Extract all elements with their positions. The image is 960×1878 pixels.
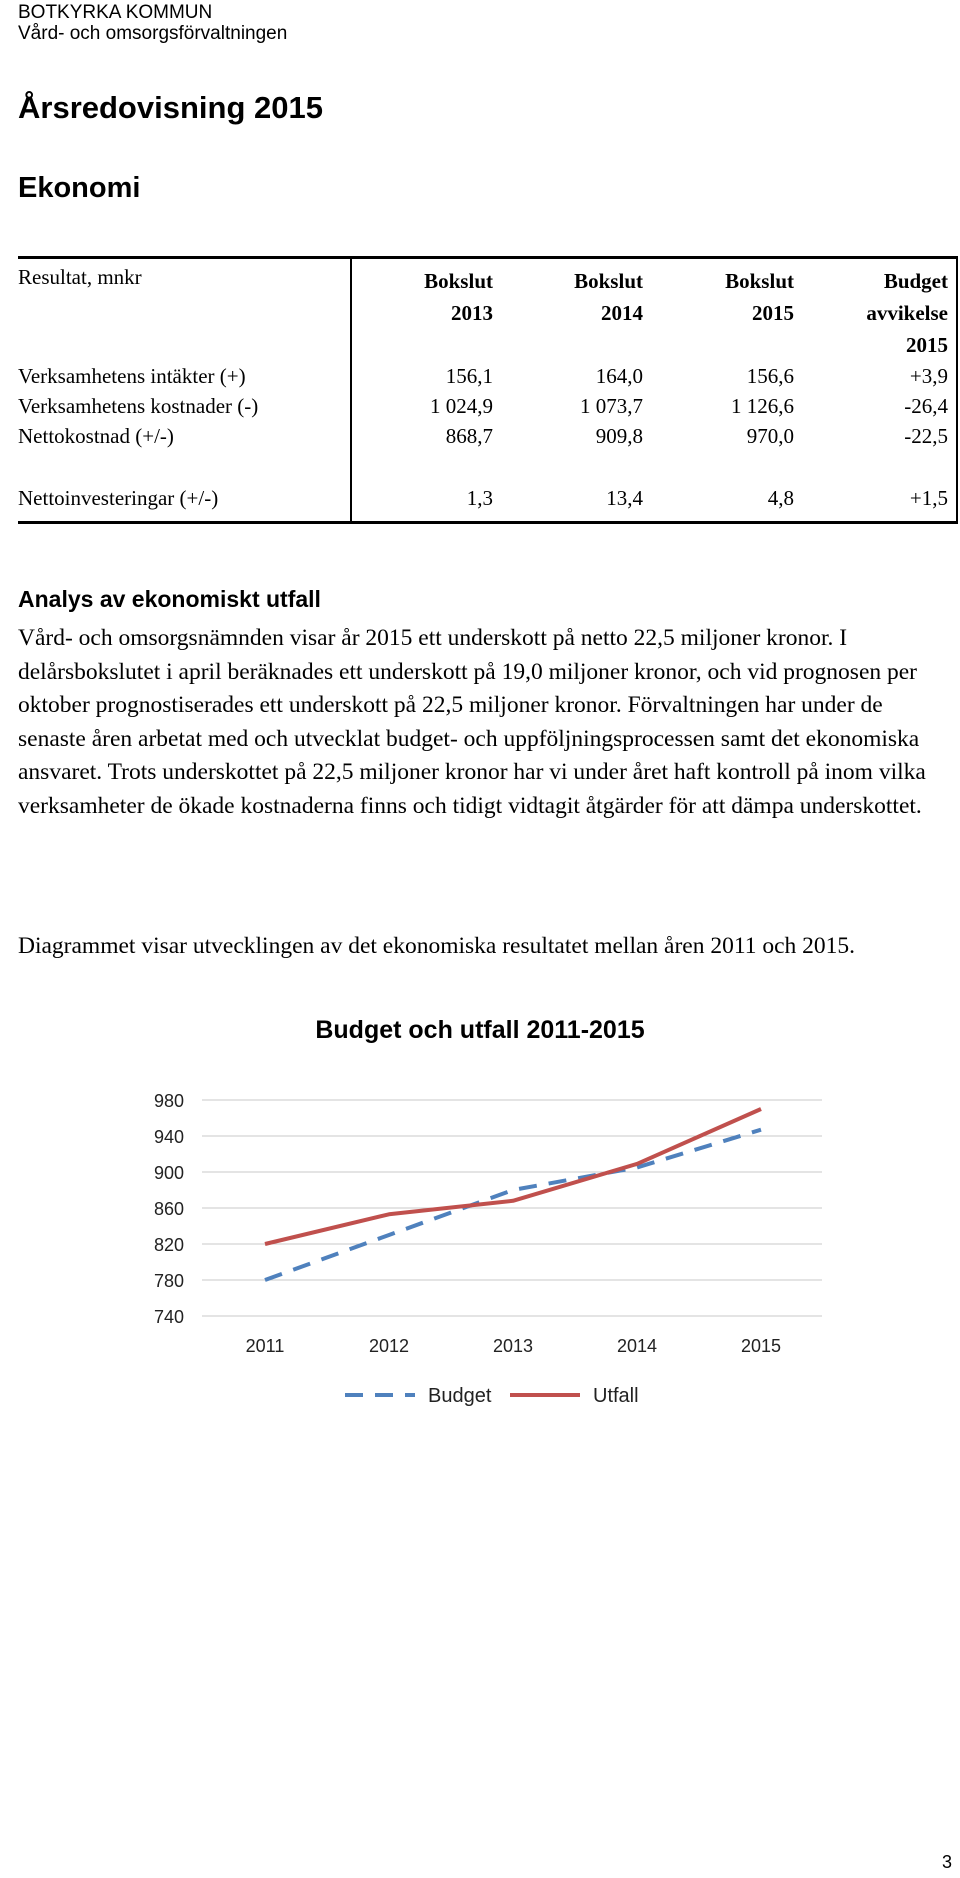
chart-title: Budget och utfall 2011-2015	[315, 1016, 645, 1044]
result-table	[18, 256, 958, 524]
table-cell: 4,8	[767, 486, 794, 510]
table-cell: 164,0	[595, 364, 643, 388]
y-tick-label: 900	[153, 1163, 184, 1183]
table-divider	[350, 259, 352, 521]
table-cell: +1,5	[909, 486, 948, 510]
table-cell: 1 126,6	[731, 394, 794, 418]
y-tick-label: 820	[153, 1235, 184, 1255]
x-tick-label: 2011	[245, 1336, 285, 1356]
y-tick-label: 740	[153, 1307, 184, 1327]
table-cell: 970,0	[746, 424, 794, 448]
table-row-label: Nettoinvesteringar (+/-)	[18, 486, 219, 510]
legend-label: Budget	[428, 1385, 492, 1407]
y-tick-label: 940	[153, 1127, 184, 1147]
column-header: Bokslut 2015	[725, 269, 794, 325]
column-header: Bokslut 2013	[424, 269, 493, 325]
table-cell: 156,1	[445, 364, 493, 388]
table-cell: -22,5	[904, 424, 948, 448]
x-tick-label: 2014	[616, 1336, 658, 1356]
series-line-budget	[265, 1130, 761, 1280]
y-tick-label: 980	[153, 1091, 184, 1111]
table-cell: +3,9	[909, 364, 948, 388]
department-name: Vård- och omsorgsförvaltningen	[18, 23, 288, 44]
analysis-paragraph: Vård- och omsorgsnämnden visar år 2015 ett underskott på netto 22,5 miljoner kronor. I delårsbokslutet i april beräknades ett underskott på 19,0 miljoner kronor, och vid prognosen per oktober prognostiserades ett underskott på 22,5 miljoner kronor. Förvaltningen har under de senaste åren arbetat med och utvecklat budget- och uppföljningsprocessen samt det ekonomiska ansvaret. Trots underskottet på 22,5 miljoner kronor har vi under året haft kontroll på inom vilka verksamheter de ökade kostnaderna finns och tidigt vidtagit åtgärder för att dämpa underskottet.	[18, 625, 926, 819]
table-cell: -26,4	[904, 394, 948, 418]
org-name: BOTKYRKA KOMMUN	[18, 2, 213, 23]
page-title: Årsredovisning 2015	[18, 90, 323, 125]
column-header: Budget avvikelse 2015	[866, 269, 948, 357]
table-cell: 868,7	[445, 424, 493, 448]
table-cell: 1 024,9	[430, 394, 493, 418]
section-title: Ekonomi	[18, 172, 141, 204]
y-tick-label: 860	[153, 1199, 184, 1219]
line-chart	[0, 1070, 960, 1500]
document-header	[18, 2, 287, 44]
x-tick-label: 2013	[492, 1336, 534, 1356]
y-tick-label: 780	[153, 1271, 184, 1291]
table-row-label: Nettokostnad (+/-)	[18, 424, 174, 448]
column-header: Bokslut 2014	[574, 269, 643, 325]
x-tick-label: 2012	[368, 1336, 410, 1356]
x-tick-label: 2015	[740, 1336, 782, 1356]
legend-label: Utfall	[593, 1385, 639, 1407]
series-line-utfall	[265, 1109, 761, 1244]
table-cell: 1 073,7	[580, 394, 643, 418]
table-cell: 909,8	[595, 424, 643, 448]
table-cell: 1,3	[466, 486, 493, 510]
chart-intro-paragraph: Diagrammet visar utvecklingen av det ekonomiska resultatet mellan åren 2011 och 2015.	[18, 933, 856, 959]
page-number: 3	[941, 1852, 952, 1872]
table-cell: 156,6	[746, 364, 794, 388]
table-row-label: Verksamhetens kostnader (-)	[18, 394, 259, 418]
table-cell: 13,4	[606, 486, 643, 510]
table-row-label: Verksamhetens intäkter (+)	[18, 364, 246, 388]
analysis-title: Analys av ekonomiskt utfall	[18, 586, 321, 612]
table-divider-right	[956, 259, 958, 521]
table-label-header: Resultat, mnkr	[18, 265, 142, 289]
